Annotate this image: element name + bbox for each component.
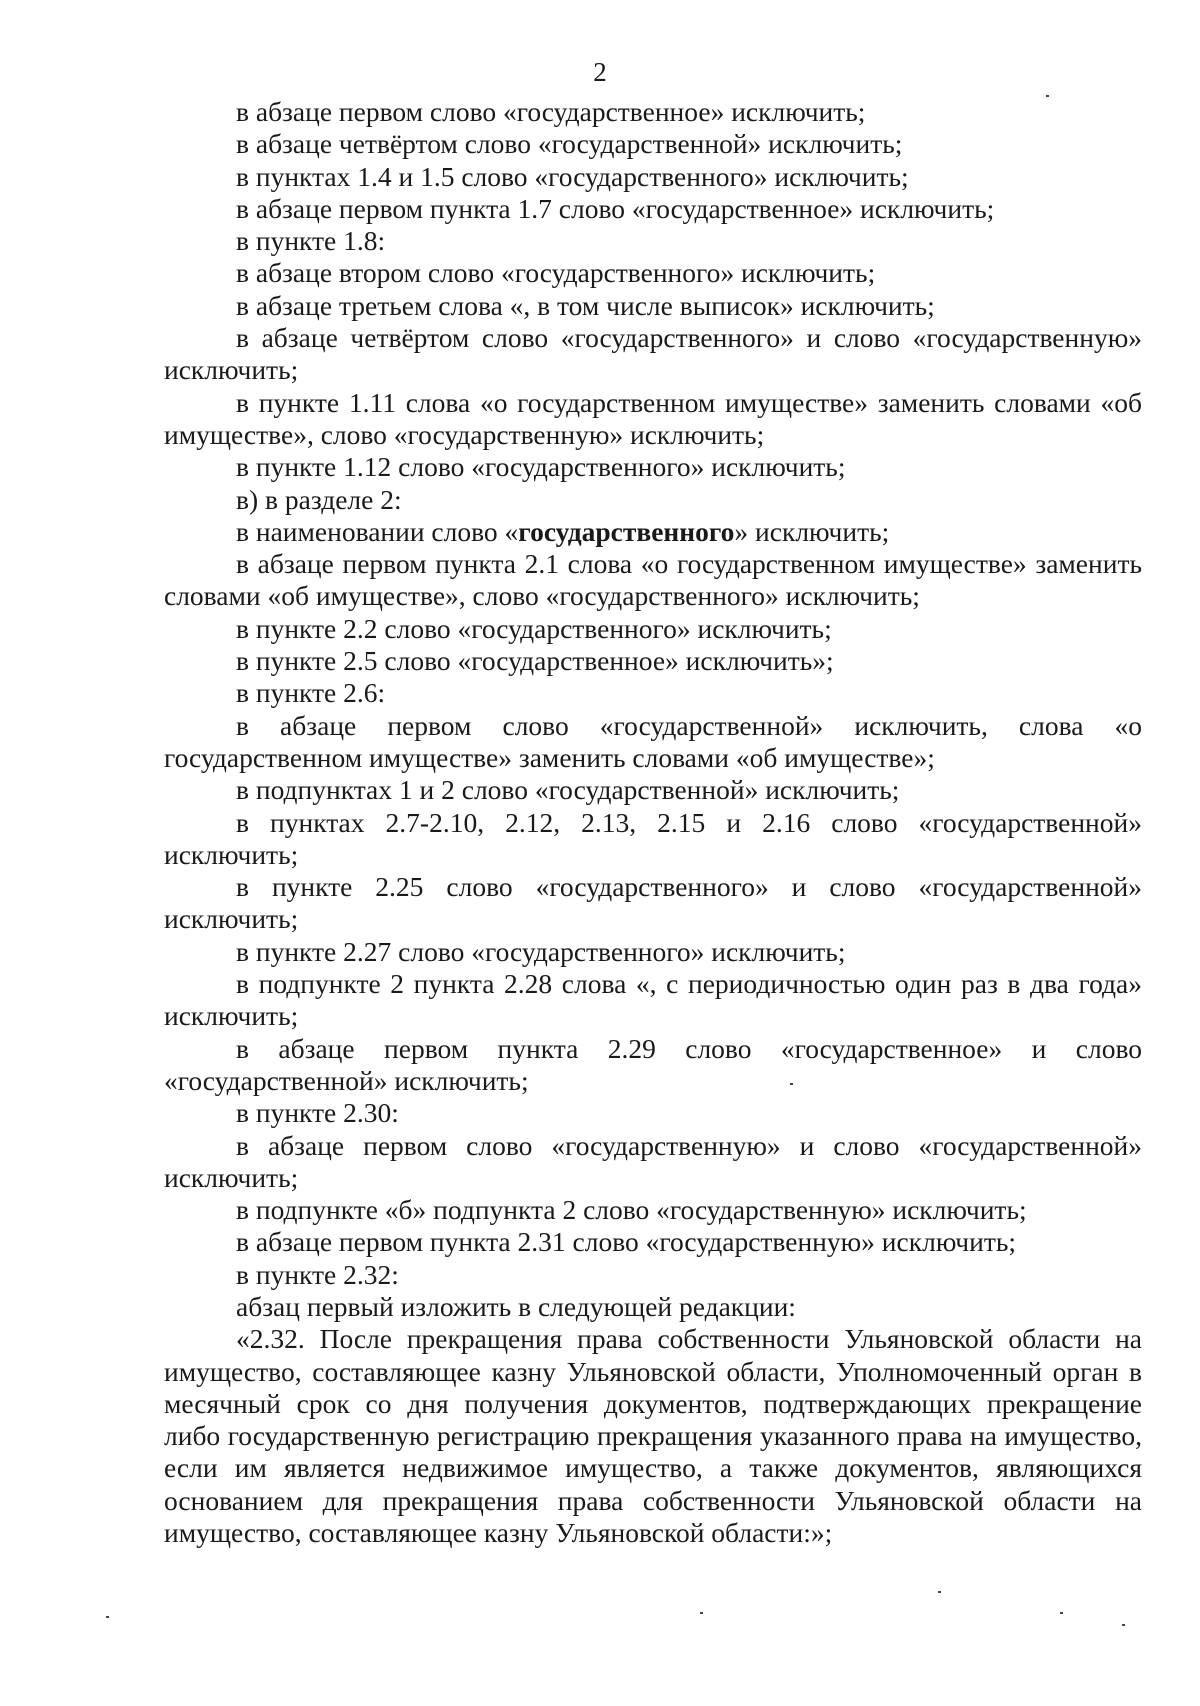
paragraph: в абзаце четвёртом слово «государственного» и слово «государственную» исключить; (164, 322, 1142, 386)
paragraph: в пункте 2.32: (236, 1258, 399, 1290)
paragraph: в пункте 2.5 слово «государственное» исключить»; (236, 645, 834, 677)
paragraph: в абзаце первом пункта 2.31 слово «государственную» исключить; (236, 1226, 1017, 1258)
scan-speck (700, 1612, 703, 1614)
paragraph: в подпункте «б» подпункта 2 слово «государственную» исключить; (236, 1194, 1027, 1226)
paragraph: в пунктах 2.7-2.10, 2.12, 2.13, 2.15 и 2.16 слово «государственной» исключить; (164, 806, 1142, 870)
paragraph: в пункте 2.27 слово «государственного» исключить; (236, 935, 846, 967)
paragraph: абзац первый изложить в следующей редакции: (236, 1290, 796, 1322)
scan-speck (1122, 1624, 1125, 1626)
paragraph: в пункте 2.25 слово «государственного» и слово «государственной» исключить; (164, 871, 1142, 935)
paragraph: в пункте 2.6: (236, 677, 386, 709)
scan-speck (938, 1591, 941, 1593)
paragraph: в абзаце третьем слова «, в том числе выписок» исключить; (236, 289, 935, 321)
paragraph: «2.32. После прекращения права собственности Ульяновской области на имущество, составляющее казну Ульяновской области, Уполномоченный орган в месячный срок со дня получения документов, подтверждающих прекращение либо государственную регистрацию прекращения указанного права на имущество, если им является недвижимое имущество, а также документов, являющихся основанием для прекращения права собственности Ульяновской области на имущество, составляющее казну Ульяновской области:»; (164, 1323, 1142, 1549)
paragraph: в абзаце первом слово «государственное» исключить; (236, 96, 866, 127)
paragraph: в абзаце первом пункта 1.7 слово «государственное» исключить; (236, 192, 995, 224)
paragraph-text-before: в наименовании слово « (236, 515, 519, 547)
scan-speck (1060, 1612, 1063, 1614)
paragraph-text-after: » исключить; (734, 515, 890, 547)
paragraph: в пункте 1.12 слово «государственного» исключить; (236, 451, 846, 483)
paragraph: в) в разделе 2: (236, 483, 402, 515)
paragraph: в пункте 2.2 слово «государственного» исключить; (236, 612, 832, 644)
paragraph: в пунктах 1.4 и 1.5 слово «государственного» исключить; (236, 160, 909, 192)
paragraph: в абзаце четвёртом слово «государственной» исключить; (236, 128, 903, 160)
paragraph: в абзаце первом слово «государственной» исключить, слова «о государственном имуществе» заменить словами «об имуществе»; (164, 709, 1142, 773)
paragraph: в подпункте 2 пункта 2.28 слова «, с периодичностью один раз в два года» исключить; (164, 968, 1142, 1032)
scan-speck (106, 1616, 109, 1618)
paragraph: в абзаце первом пункта 2.1 слова «о государственном имуществе» заменить словами «об имуществе», слово «государственного» исключить; (164, 548, 1142, 612)
document-body (164, 96, 1142, 1549)
paragraph: в пункте 2.30: (236, 1097, 399, 1129)
paragraph: в абзаце первом пункта 2.29 слово «государственное» и слово «государственной» исключить; (164, 1032, 1142, 1096)
paragraph: в подпунктах 1 и 2 слово «государственной» исключить; (236, 774, 900, 806)
bold-word: государственного (518, 515, 735, 547)
paragraph: в абзаце первом слово «государственную» и слово «государственной» исключить; (164, 1129, 1142, 1193)
scan-speck (1046, 95, 1049, 97)
page-number: 2 (593, 57, 607, 87)
paragraph: в абзаце втором слово «государственного» исключить; (236, 257, 876, 289)
scan-speck (790, 1083, 793, 1085)
paragraph: в пункте 1.8: (236, 225, 386, 257)
paragraph (164, 516, 1142, 548)
paragraph: в пункте 1.11 слова «о государственном имуществе» заменить словами «об имуществе», слово «государственную» исключить; (164, 386, 1142, 450)
